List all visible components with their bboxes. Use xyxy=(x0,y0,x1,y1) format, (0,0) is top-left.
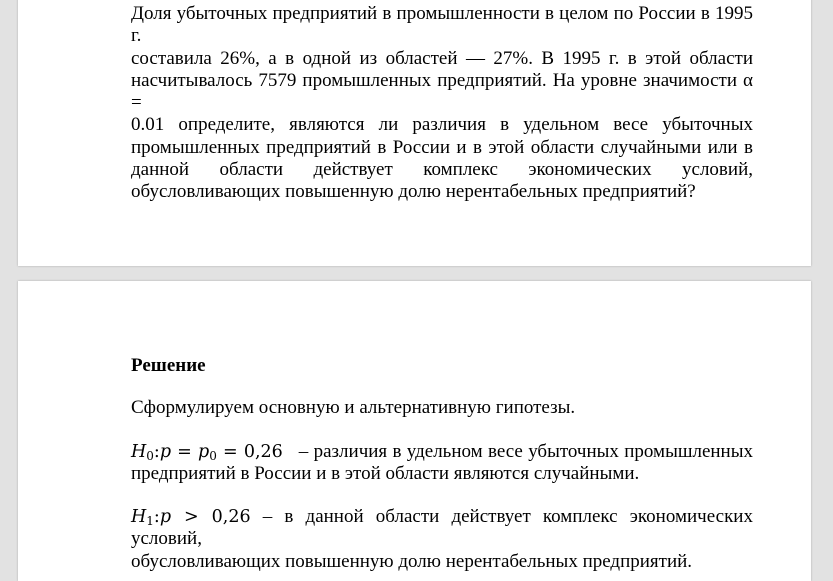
h0-line-1 xyxy=(131,441,753,463)
h1-symbol: H xyxy=(131,507,147,527)
h1-subscript: 1 xyxy=(146,514,154,528)
page-2 xyxy=(18,281,811,581)
h0-text-1: – различия в удельном весе убыточных промышленных xyxy=(298,441,753,462)
h0-subscript: 0 xyxy=(146,449,154,463)
h0-line-2: предприятий в России и в этой области являются случайными. xyxy=(131,463,640,485)
h1-text-1: – в данной области действует комплекс экономических условий, xyxy=(131,506,753,550)
problem-line-7: обусловливающих повышенную долю нерентабельных предприятий? xyxy=(131,181,696,203)
h0-p0: p xyxy=(198,442,210,462)
problem-line-3: насчитывалось 7579 промышленных предприятий. На уровне значимости α = xyxy=(131,69,753,114)
h0-eq2: = xyxy=(223,442,238,462)
problem-line-5: промышленных предприятий в России и в этой области случайными или в xyxy=(131,136,753,158)
h0-formula: $H_0:p = p_0 = 0,26$ xyxy=(131,442,283,463)
h0-symbol: H xyxy=(131,442,147,462)
h1-formula: $H_1:p > 0,26$ xyxy=(131,507,251,528)
problem-line-6: данной области действует комплекс экономических условий, xyxy=(131,159,753,181)
page-1 xyxy=(18,0,811,266)
problem-line-2: составила 26%, а в одной из областей — 27%. В 1995 г. в этой области xyxy=(131,47,753,69)
h0-value: 0,26 xyxy=(243,442,283,462)
h1-gt: > xyxy=(183,507,199,527)
problem-line-1: Доля убыточных предприятий в промышленности в целом по России в 1995 г. xyxy=(131,3,753,47)
problem-line-4: 0.01 определите, являются ли различия в удельном весе убыточных xyxy=(131,114,753,136)
problem-statement xyxy=(131,3,753,204)
h1-value: 0,26 xyxy=(211,507,251,527)
h0-eq1: = xyxy=(177,442,192,462)
solution-intro: Сформулируем основную и альтернативную гипотезы. xyxy=(131,397,576,418)
h0-p: p xyxy=(159,442,172,462)
h1-line-2: обусловливающих повышенную долю нерентабельных предприятий. xyxy=(131,550,693,572)
solution-heading: Решение xyxy=(131,355,206,376)
hypothesis-h1 xyxy=(131,506,753,573)
h1-line-1 xyxy=(131,506,753,551)
h0-p0-subscript: 0 xyxy=(209,449,217,463)
hypothesis-h0 xyxy=(131,441,753,486)
h1-p: p xyxy=(159,507,172,527)
